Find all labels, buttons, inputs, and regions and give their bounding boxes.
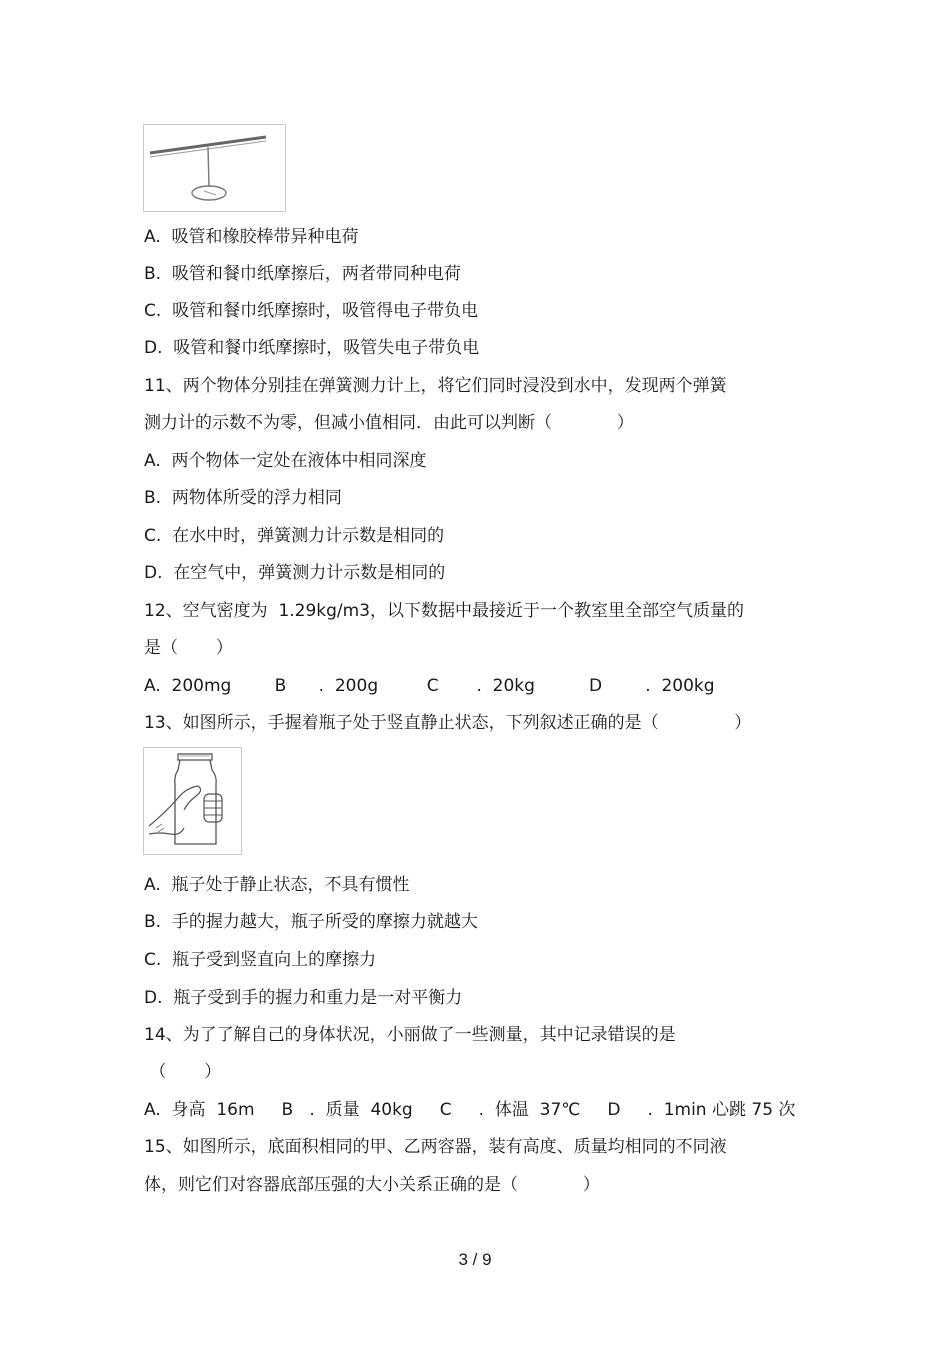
- q11-option-c: C. 在水中时，弹簧测力计示数是相同的: [144, 526, 445, 546]
- q11-option-b: B. 两物体所受的浮力相同: [144, 488, 342, 508]
- q13-option-b: B. 手的握力越大，瓶子所受的摩擦力就越大: [144, 912, 478, 932]
- hand-bottle-drawing: [144, 748, 241, 854]
- straw-on-stand-figure: [143, 124, 286, 212]
- q13-stem: 13、如图所示，手握着瓶子处于竖直静止状态，下列叙述正确的是（ ）: [144, 713, 752, 733]
- q10-option-b: B. 吸管和餐巾纸摩擦后，两者带同种电荷: [144, 264, 461, 284]
- q11-option-a: A. 两个物体一定处在液体中相同深度: [144, 451, 427, 471]
- q14-stem-line1: 14、为了了解自己的身体状况，小丽做了一些测量，其中记录错误的是: [144, 1025, 676, 1045]
- q10-option-a: A. 吸管和橡胶棒带异种电荷: [144, 227, 359, 247]
- q13-option-d: D. 瓶子受到手的握力和重力是一对平衡力: [144, 988, 463, 1008]
- q14-options: A. 身高 16m B . 质量 40kg C . 体温 37℃ D . 1min 心跳 75 次: [144, 1100, 796, 1120]
- q13-option-a: A. 瓶子处于静止状态，不具有惯性: [144, 875, 410, 895]
- q11-stem-line1: 11、两个物体分别挂在弹簧测力计上，将它们同时浸没到水中，发现两个弹簧: [144, 376, 727, 396]
- q13-option-c: C. 瓶子受到竖直向上的摩擦力: [144, 950, 377, 970]
- q11-option-d: D. 在空气中，弹簧测力计示数是相同的: [144, 563, 446, 583]
- hand-bottle-figure: [143, 747, 242, 855]
- q14-stem-line2: （ ）: [144, 1062, 222, 1082]
- q10-option-c: C. 吸管和餐巾纸摩擦时，吸管得电子带负电: [144, 301, 479, 321]
- straw-stand-drawing: [144, 125, 285, 211]
- q15-stem-line2: 体，则它们对容器底部压强的大小关系正确的是（ ）: [144, 1175, 600, 1195]
- q12-stem-line1: 12、空气密度为 1.29kg/m3，以下数据中最接近于一个教室里全部空气质量的: [144, 601, 745, 621]
- q10-option-d: D. 吸管和餐巾纸摩擦时，吸管失电子带负电: [144, 338, 480, 358]
- q12-stem-line2: 是（ ）: [144, 638, 233, 658]
- page-number: 3 / 9: [458, 1250, 492, 1269]
- q11-stem-line2: 测力计的示数不为零，但减小值相同．由此可以判断（ ）: [144, 413, 634, 433]
- q15-stem-line1: 15、如图所示，底面积相同的甲、乙两容器，装有高度、质量均相同的不同液: [144, 1137, 727, 1157]
- q12-options: A. 200mg B . 200g C . 20kg D . 200kg: [144, 676, 715, 696]
